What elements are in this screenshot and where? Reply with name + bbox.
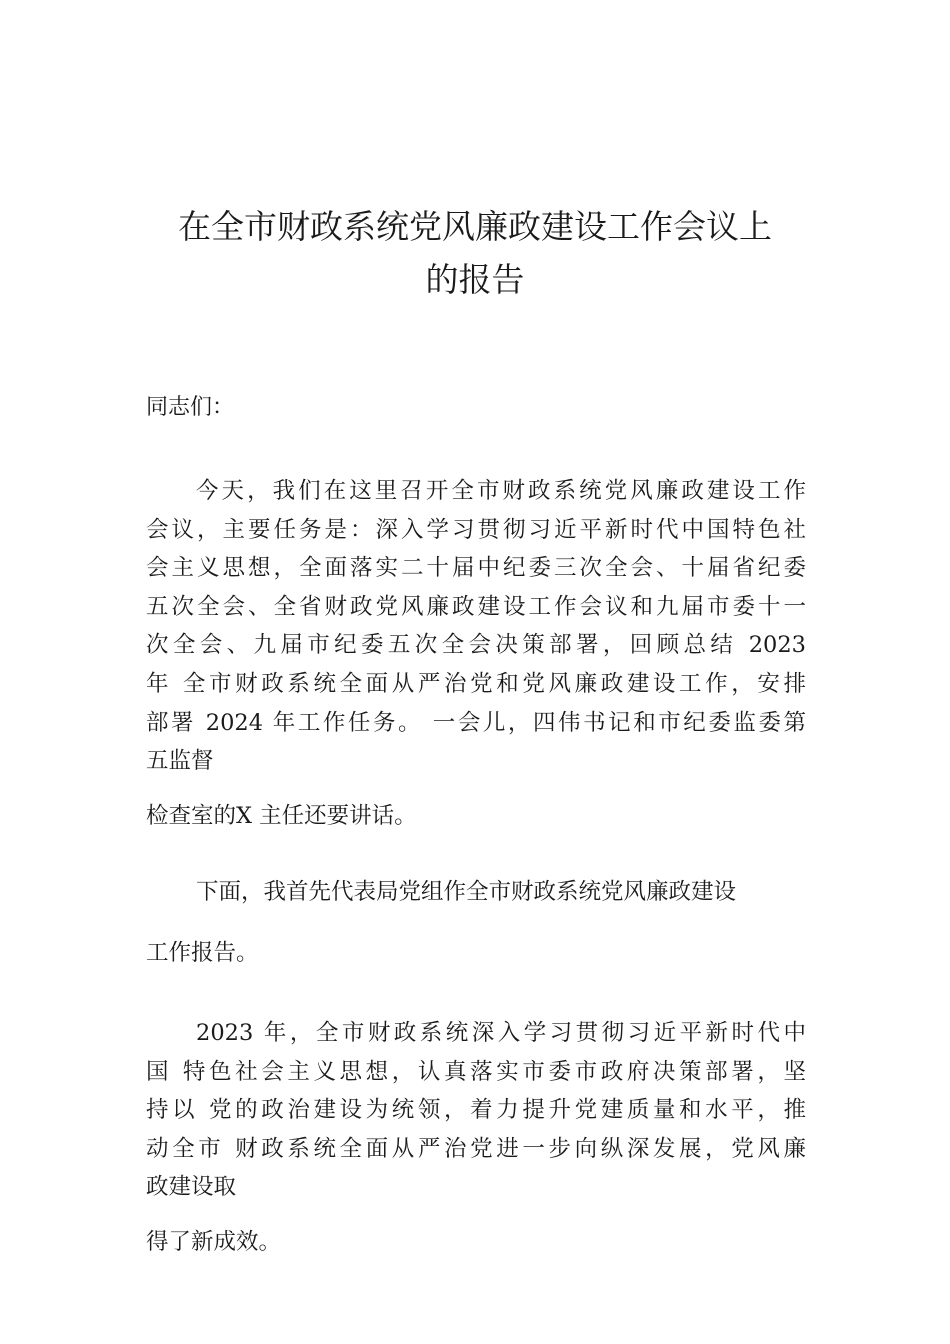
paragraph-line: 五次全会、全省财政党风廉政建设工作会议和九届市委十一 (146, 593, 806, 620)
paragraph-line: 动全市 财政系统全面从严治党进一步向纵深发展，党风廉 (146, 1135, 806, 1162)
paragraph-line: 次全会、九届市纪委五次全会决策部署，回顾总结 2023 (146, 632, 806, 659)
document-title (150, 200, 800, 306)
paragraph-line: 会主义思想，全面落实二十届中纪委三次全会、十届省纪委 (146, 555, 806, 582)
paragraph-line: 五监督 (146, 748, 214, 775)
paragraph-continuation: 得了新成效。 (146, 1229, 282, 1255)
title-line: 在全市财政系统党风廉政建设工作会议上 (178, 207, 772, 246)
paragraph-line: 国 特色社会主义思想，认真落实市委市政府决策部署，坚 (146, 1058, 806, 1085)
paragraph-line: 今天，我们在这里召开全市财政系统党风廉政建设工作 (196, 478, 806, 504)
paragraph-continuation: 检查室的X 主任还要讲话。 (146, 803, 417, 829)
paragraph-line: 2023 年，全市财政系统深入学习贯彻习近平新时代中 (196, 1020, 806, 1046)
paragraph-line: 部署 2024 年工作任务。 一会儿，四伟书记和市纪委监委第 (146, 709, 806, 736)
salutation: 同志们： (146, 395, 235, 420)
paragraph-continuation: 工作报告。 (146, 940, 259, 966)
paragraph-summary (146, 1014, 806, 1207)
paragraph-line: 年 全市财政系统全面从严治党和党风廉政建设工作，安排 (146, 670, 806, 697)
paragraph-line: 会议，主要任务是：深入学习贯彻习近平新时代中国特色社 (146, 516, 806, 543)
paragraph-opening (146, 472, 806, 781)
paragraph-intro-line: 下面，我首先代表局党组作全市财政系统党风廉政建设 (196, 879, 737, 905)
title-line: 的报告 (425, 260, 525, 299)
paragraph-line: 持以 党的政治建设为统领，着力提升党建质量和水平，推 (146, 1097, 806, 1124)
paragraph-line: 政建设取 (146, 1174, 237, 1201)
